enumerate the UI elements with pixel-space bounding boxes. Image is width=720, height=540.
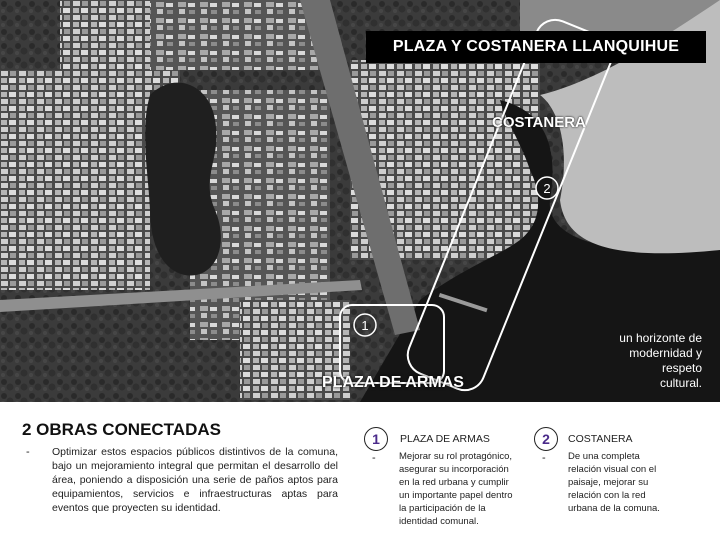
work-1-description (399, 450, 513, 528)
marker-2-number: 2 (543, 181, 551, 196)
work-1-title: PLAZA DE ARMAS (400, 433, 490, 445)
work-2-badge: 2 (534, 427, 558, 451)
summary-text: Optimizar estos espacios públicos distintivos de la comuna, bajo un mejoramiento integral que permitan el desarrollo del área, poniendo a disposición una serie de paños aptos para equipamientos, servicios e infraestructuras aptas para eventos que proyecten su identidad. (52, 446, 338, 514)
marker-1-number: 1 (361, 318, 369, 333)
bullet-dash: - (26, 446, 30, 458)
slogan (582, 331, 702, 391)
work-1-line: asegurar su incorporación (399, 464, 509, 475)
info-panel (0, 402, 720, 540)
work-1-badge: 1 (364, 427, 388, 451)
slogan-line: respeto (661, 361, 702, 375)
work-2-line: relación con la red (568, 490, 646, 501)
work-1-line: un importante papel dentro (399, 490, 513, 501)
plaza-label: PLAZA DE ARMAS (322, 374, 464, 391)
slogan-line: un horizonte de (619, 331, 702, 345)
bullet-dash: - (372, 452, 376, 464)
work-2-title: COSTANERA (568, 433, 633, 445)
costanera-label: COSTANERA (492, 114, 586, 131)
work-2-line: relación visual con el (568, 464, 657, 475)
work-2-line: urbana de la comuna. (568, 503, 660, 514)
work-2-line: De una completa (568, 451, 640, 462)
work-1-line: Mejorar su rol protagónico, (399, 451, 512, 462)
slogan-line: cultural. (659, 376, 702, 390)
work-2-description (568, 450, 660, 515)
page-title: PLAZA Y COSTANERA LLANQUIHUE (366, 31, 706, 63)
bullet-dash: - (542, 452, 546, 464)
slogan-line: modernidad y (629, 346, 702, 360)
work-1-line: identidad comunal. (399, 516, 479, 527)
work-2-line: paisaje, mejorar su (568, 477, 649, 488)
section-heading: 2 OBRAS CONECTADAS (22, 420, 221, 439)
work-1-line: en la red urbana y cumplir (399, 477, 509, 488)
work-1-line: la participación de la (399, 503, 486, 514)
